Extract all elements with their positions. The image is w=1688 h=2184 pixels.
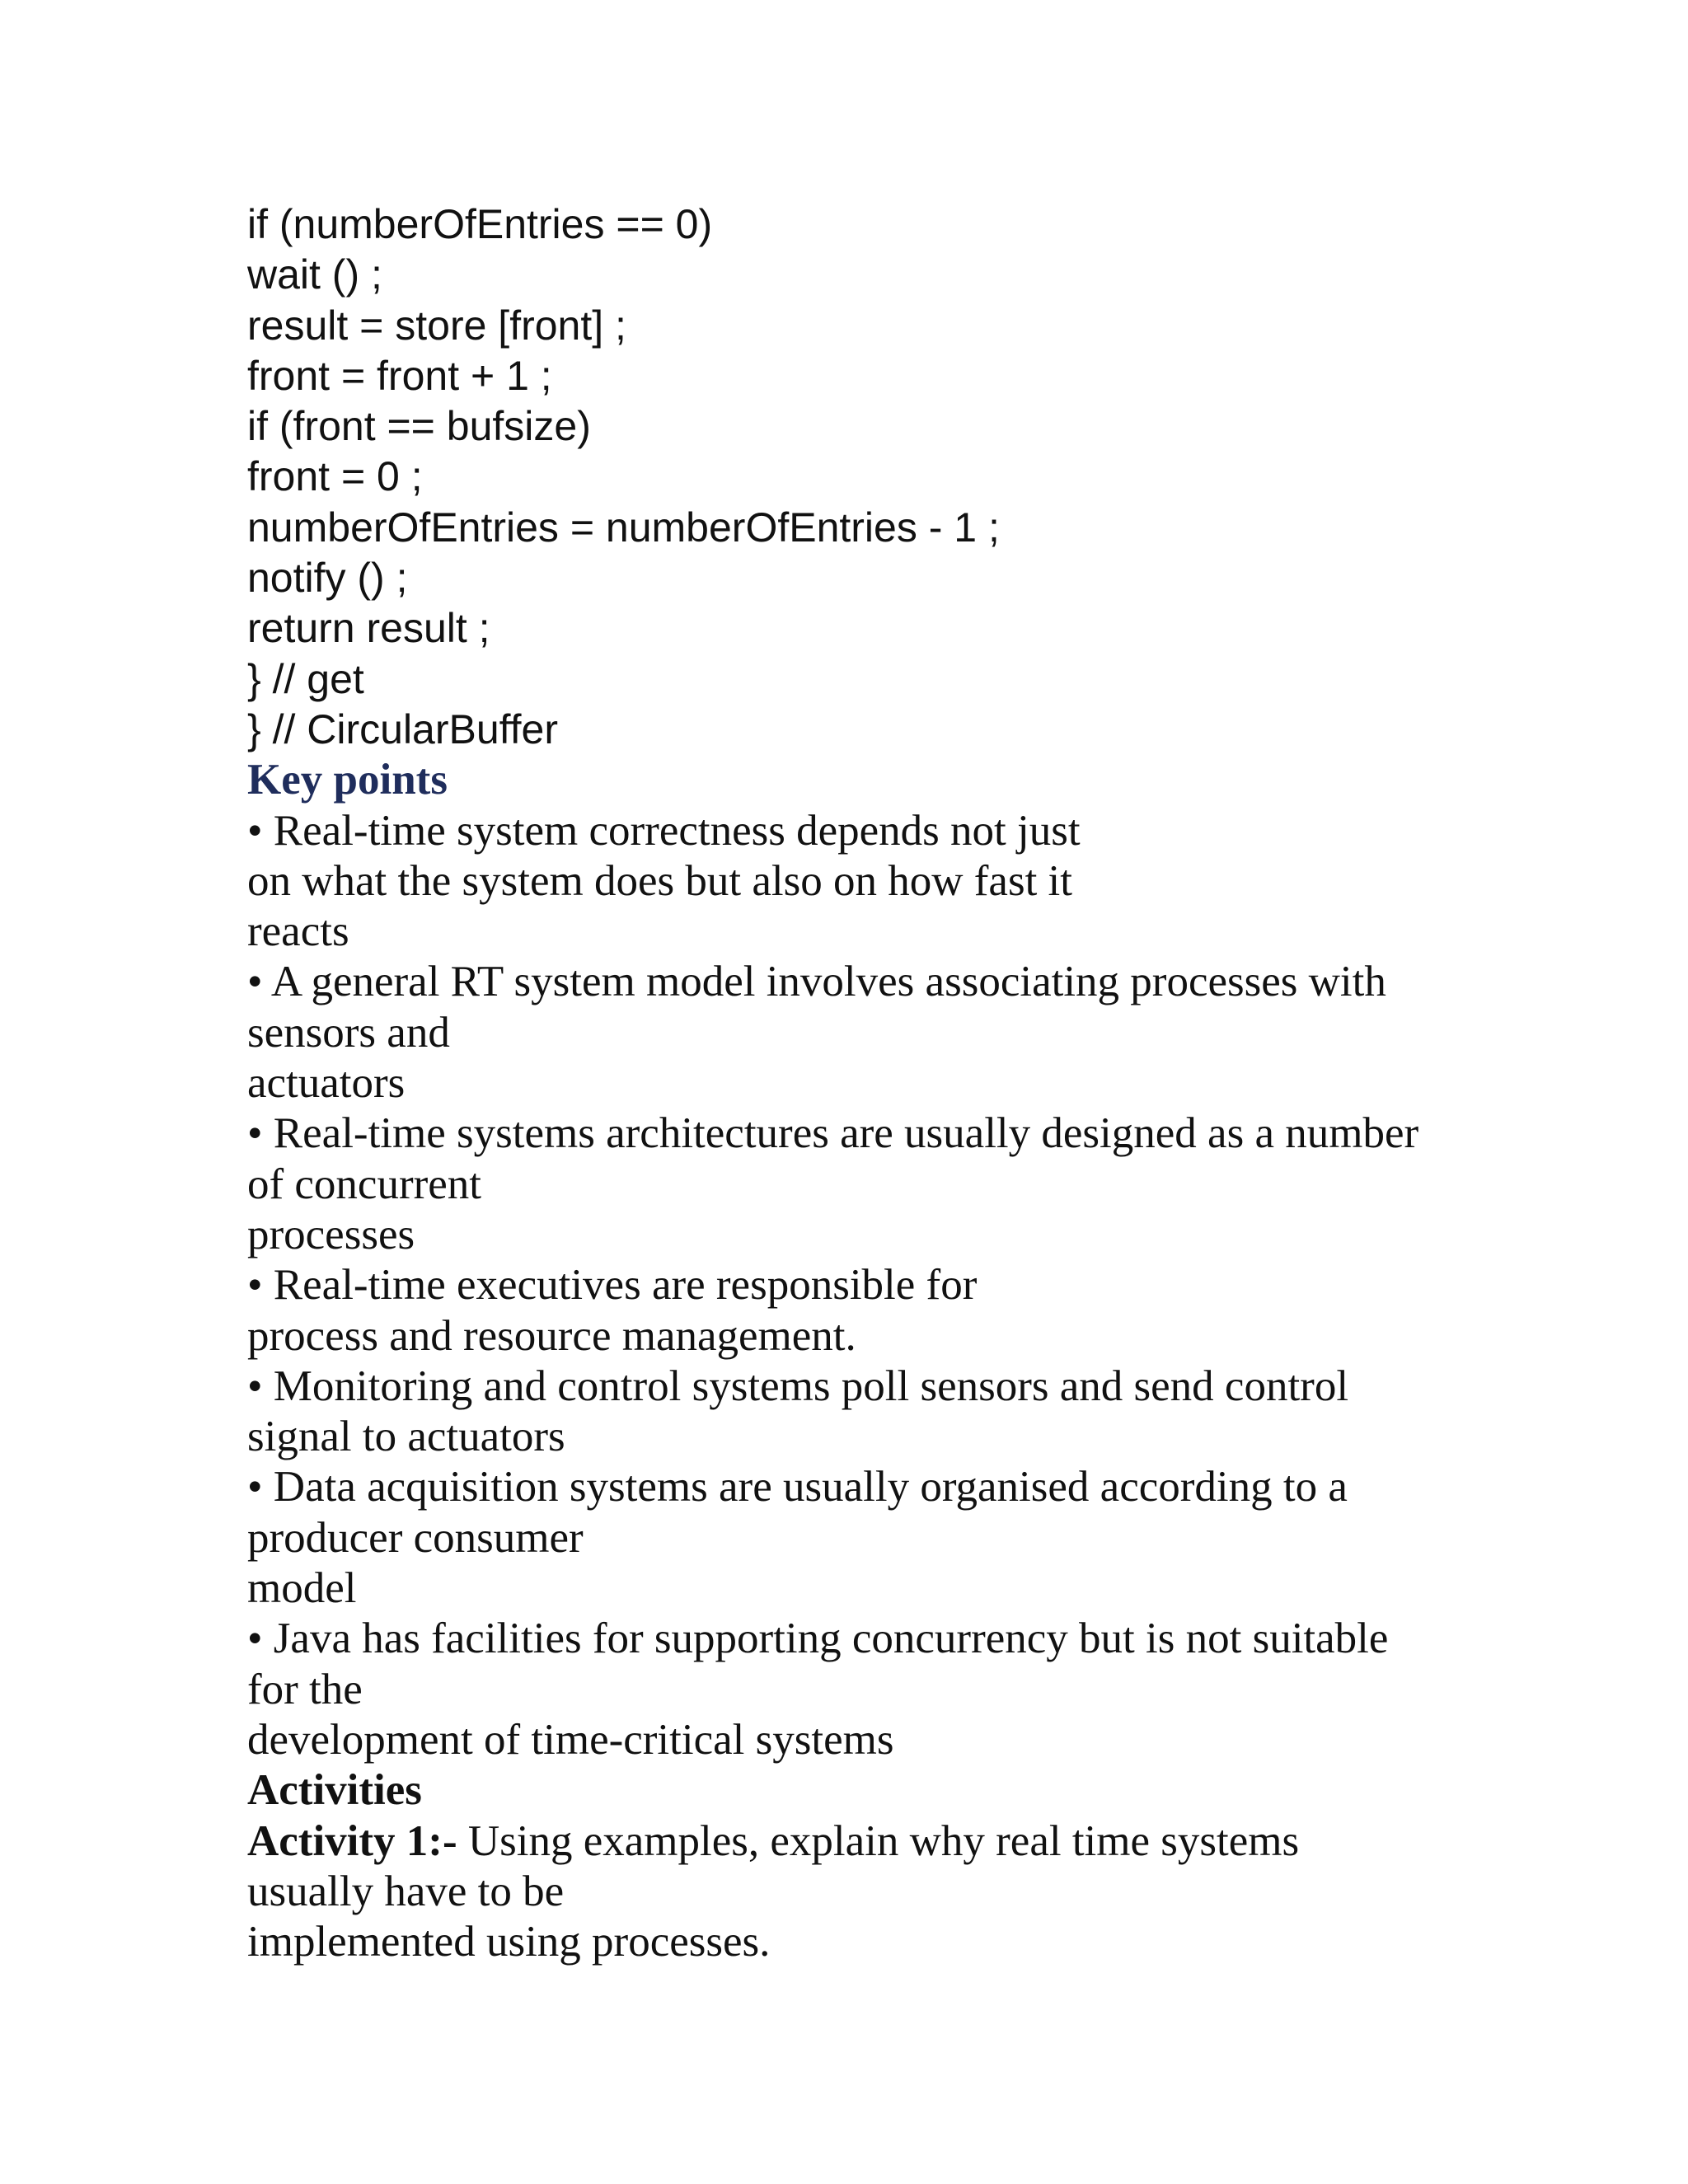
code-line: wait () ; — [247, 251, 382, 298]
code-line: } // CircularBuffer — [247, 705, 559, 752]
activity-1-line: implemented using processes. — [247, 1918, 771, 1966]
activity-1-text: Using examples, explain why real time systems — [457, 1816, 1300, 1865]
activity-1-line — [247, 1816, 1533, 1867]
key-point-line: development of time-critical systems — [247, 1715, 894, 1764]
code-line: front = 0 ; — [247, 453, 423, 500]
activity-1 — [247, 1816, 1533, 1968]
key-point-line: sensors and — [247, 1008, 450, 1057]
code-line: result = store [front] ; — [247, 302, 626, 349]
code-block — [247, 199, 1533, 755]
key-point-line: • Real-time systems architectures are usually designed as a number — [247, 1109, 1419, 1158]
key-point-line: • Java has facilities for supporting concurrency but is not suitable — [247, 1615, 1389, 1663]
key-point-line: of concurrent — [247, 1160, 481, 1208]
code-line: numberOfEntries = numberOfEntries - 1 ; — [247, 504, 1000, 551]
key-point-line: reacts — [247, 907, 349, 956]
activity-1-line: usually have to be — [247, 1867, 565, 1915]
key-point-line: • Real-time system correctness depends not just — [247, 806, 1081, 855]
key-point-line: signal to actuators — [247, 1413, 565, 1461]
code-line: if (numberOfEntries == 0) — [247, 201, 713, 247]
code-line: notify () ; — [247, 555, 408, 602]
key-point-line: • Data acquisition systems are usually organised according to a — [247, 1463, 1348, 1511]
key-point-line: model — [247, 1564, 357, 1613]
key-point-line: actuators — [247, 1059, 406, 1108]
key-points-heading: Key points — [247, 756, 448, 804]
key-point-line: on what the system does but also on how fast it — [247, 856, 1072, 905]
key-point-line: • Monitoring and control systems poll sensors and send control — [247, 1361, 1349, 1410]
key-points-list — [247, 806, 1533, 1766]
code-line: front = front + 1 ; — [247, 352, 552, 399]
key-point-line: • Real-time executives are responsible for — [247, 1261, 978, 1310]
key-point-line: process and resource management. — [247, 1311, 856, 1360]
key-point-line: producer consumer — [247, 1513, 584, 1562]
code-line: if (front == bufsize) — [247, 403, 591, 450]
document-page — [247, 199, 1533, 1967]
code-line: } // get — [247, 655, 364, 702]
activity-1-label: Activity 1:- — [247, 1816, 457, 1865]
activities-heading: Activities — [247, 1766, 422, 1815]
key-point-line: for the — [247, 1665, 363, 1713]
key-point-line: processes — [247, 1210, 415, 1258]
code-line: return result ; — [247, 605, 490, 652]
key-point-line: • A general RT system model involves associating processes with — [247, 958, 1386, 1006]
